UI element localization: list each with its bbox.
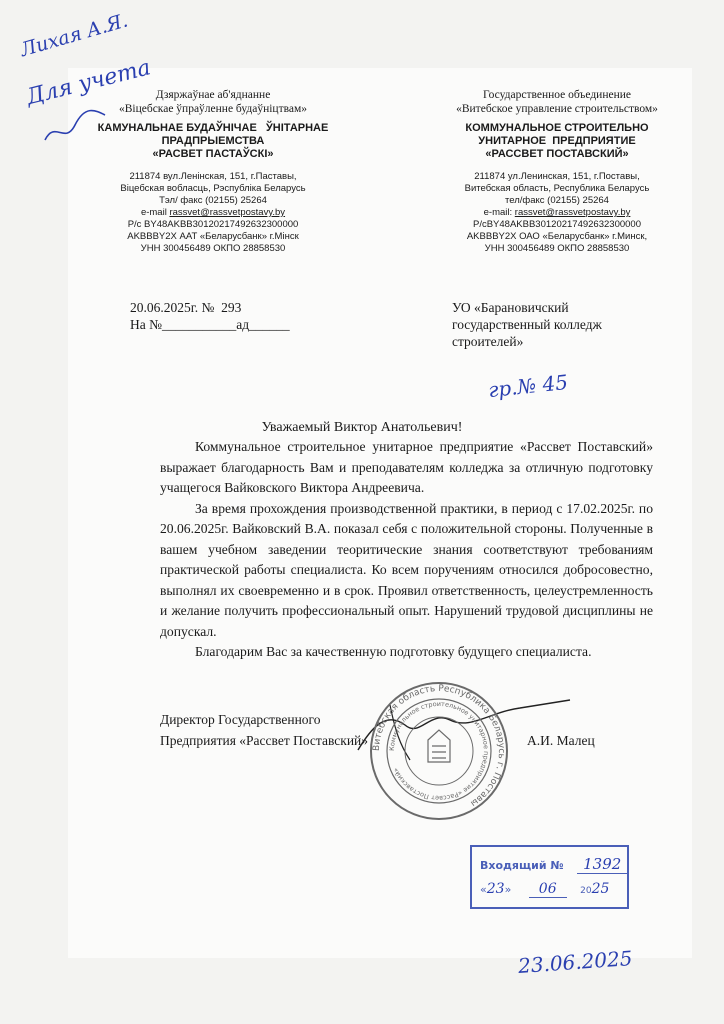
document-date-number xyxy=(130,299,290,333)
header-right-enterprise-line2: УНИТАРНОЕ ПРЕДПРИЯТИЕ xyxy=(478,135,636,147)
header-right-email-line xyxy=(432,207,682,219)
header-right-org-line2: «Витебское управление строительством» xyxy=(456,103,658,115)
handwritten-name-note: Лихая А.Я. xyxy=(18,9,131,62)
header-left-address xyxy=(88,171,338,255)
header-left-enterprise-line1: КАМУНАЛЬНАЕ БУДАЎНІЧАЕ ЎНІТАРНАЕ xyxy=(97,122,329,134)
svg-text:Коммунальное строительное унит xyxy=(388,700,490,802)
header-left-email-label: e-mail xyxy=(140,207,167,218)
incoming-stamp-label: Входящий № xyxy=(480,859,564,872)
incoming-stamp-year-prefix: 20 xyxy=(580,886,592,896)
signatory-title-line1: Директор Государственного xyxy=(160,712,321,727)
incoming-stamp-number: 1392 xyxy=(577,855,627,874)
incoming-registration-stamp: Входящий № 1392 «23» 06 2025 xyxy=(470,845,629,909)
incoming-stamp-month: 06 xyxy=(529,881,567,898)
header-left-org-line2: «Віцебскае ўпраўленне будаўніцтвам» xyxy=(118,103,308,115)
header-right-enterprise-line1: КОММУНАЛЬНОЕ СТРОИТЕЛЬНО xyxy=(465,122,649,134)
signatory-name: А.И. Малец xyxy=(527,733,595,748)
header-left-org-line1: Дзяржаўнае аб'яднанне xyxy=(155,89,271,101)
header-left-addr-line7: УНН 300456489 ОКПО 28858530 xyxy=(140,243,286,254)
letter-paragraph-2: За время прохождения производственной практики, в период с 17.02.2025г. по 20.06.2025г. Вайковский В.А. показал себя с положительной стороны. Полученные в вашем учебном заведении теоритические знания соответствуют требованиям практической работы специалиста. Ко всем поручениям относился добросовестно, выполнял их своевременно и в срок. Проявил ответственность, целеустремленность и желание получить профессиональный опыт. Нарушений трудовой дисциплины не допускал. xyxy=(160,500,653,639)
header-right-addr-line6: AKBBBY2X ОАО «Беларусбанк» г.Минск, xyxy=(466,231,648,242)
header-left-enterprise-line2: ПРАДПРЫЕМСТВА xyxy=(161,135,265,147)
header-right-addr-line3: тел/факс (02155) 25264 xyxy=(505,195,609,206)
header-left-enterprise-line3: «РАСВЕТ ПАСТАЎСКІ» xyxy=(152,148,274,160)
header-right-org-line1: Государственное объединение xyxy=(482,89,632,101)
reference-line: На №___________ад______ xyxy=(130,317,290,332)
letter-paragraph-1: Коммунальное строительное унитарное предприятие «Рассвет Поставский» выражает благодарность Вам и преподавателям колледжа за отличную подготовку учащегося Вайковского Виктора Андреевича. xyxy=(160,439,653,495)
header-left-addr-line3: Тэл/ факс (02155) 25264 xyxy=(159,195,267,206)
header-right-enterprise-line3: «РАССВЕТ ПОСТАВСКИЙ» xyxy=(485,148,629,160)
header-right-email-label: e-mail: xyxy=(483,207,513,218)
handwritten-bottom-date: 23.06.2025 xyxy=(517,946,634,978)
incoming-stamp-day: 23 xyxy=(486,881,505,897)
header-left-email-line xyxy=(88,207,338,219)
header-left-addr-line6: AKBBBY2X ААТ «Беларусбанк» г.Мінск xyxy=(127,231,299,242)
incoming-stamp-year-suffix: 25 xyxy=(591,881,610,897)
seal-emblem xyxy=(428,730,450,762)
recipient-line2: государственный колледж xyxy=(452,317,602,332)
letter-body xyxy=(160,437,653,663)
signatory-title xyxy=(160,709,368,751)
seal-outer-text: Витебская область Республика Беларусь г. Поставы xyxy=(371,683,507,809)
header-left-addr-line5: Р/с BY48AKBB30120217492632300000 xyxy=(127,219,299,230)
signatory-title-line2: Предприятия «Рассвет Поставский» xyxy=(160,733,369,748)
seal-inner-text: Коммунальное строительное унитарное предприятие «Рассвет Поставский» xyxy=(387,699,491,803)
header-left xyxy=(88,88,338,255)
header-right xyxy=(432,88,682,255)
header-right-addr-line7: УНН 300456489 ОКПО 28858530 xyxy=(484,243,630,254)
recipient-line1: УО «Барановичский xyxy=(452,300,569,315)
letter-paragraph-3: Благодарим Вас за качественную подготовку будущего специалиста. xyxy=(195,644,592,659)
header-right-addr-line2: Витебская область, Республика Беларусь xyxy=(464,183,650,194)
recipient-line3: строителей» xyxy=(452,334,524,349)
header-right-addr-line5: Р/сBY48AKBB30120217492632300000 xyxy=(473,219,641,230)
header-right-address xyxy=(432,171,682,255)
recipient-block xyxy=(452,299,602,350)
header-left-enterprise xyxy=(88,122,338,161)
date-and-number: 20.06.2025г. № 293 xyxy=(130,300,242,315)
header-left-addr-line2: Віцебская вобласць, Рэспубліка Беларусь xyxy=(120,183,306,194)
header-right-enterprise xyxy=(432,122,682,161)
header-left-email-link[interactable]: rassvet@rassvetpostavy.by xyxy=(169,207,286,218)
header-right-addr-line1: 211874 ул.Ленинская, 151, г.Поставы, xyxy=(474,171,640,182)
letter-greeting: Уважаемый Виктор Анатольевич! xyxy=(261,420,463,435)
handwritten-group-number: гр.№ 45 xyxy=(486,369,570,403)
handwritten-for-record-note: Для учета xyxy=(24,55,154,111)
header-right-email-link[interactable]: rassvet@rassvetpostavy.by xyxy=(514,207,631,218)
header-left-addr-line1: 211874 вул.Ленінская, 151, г.Паставы, xyxy=(129,171,297,182)
organization-seal xyxy=(368,680,510,822)
